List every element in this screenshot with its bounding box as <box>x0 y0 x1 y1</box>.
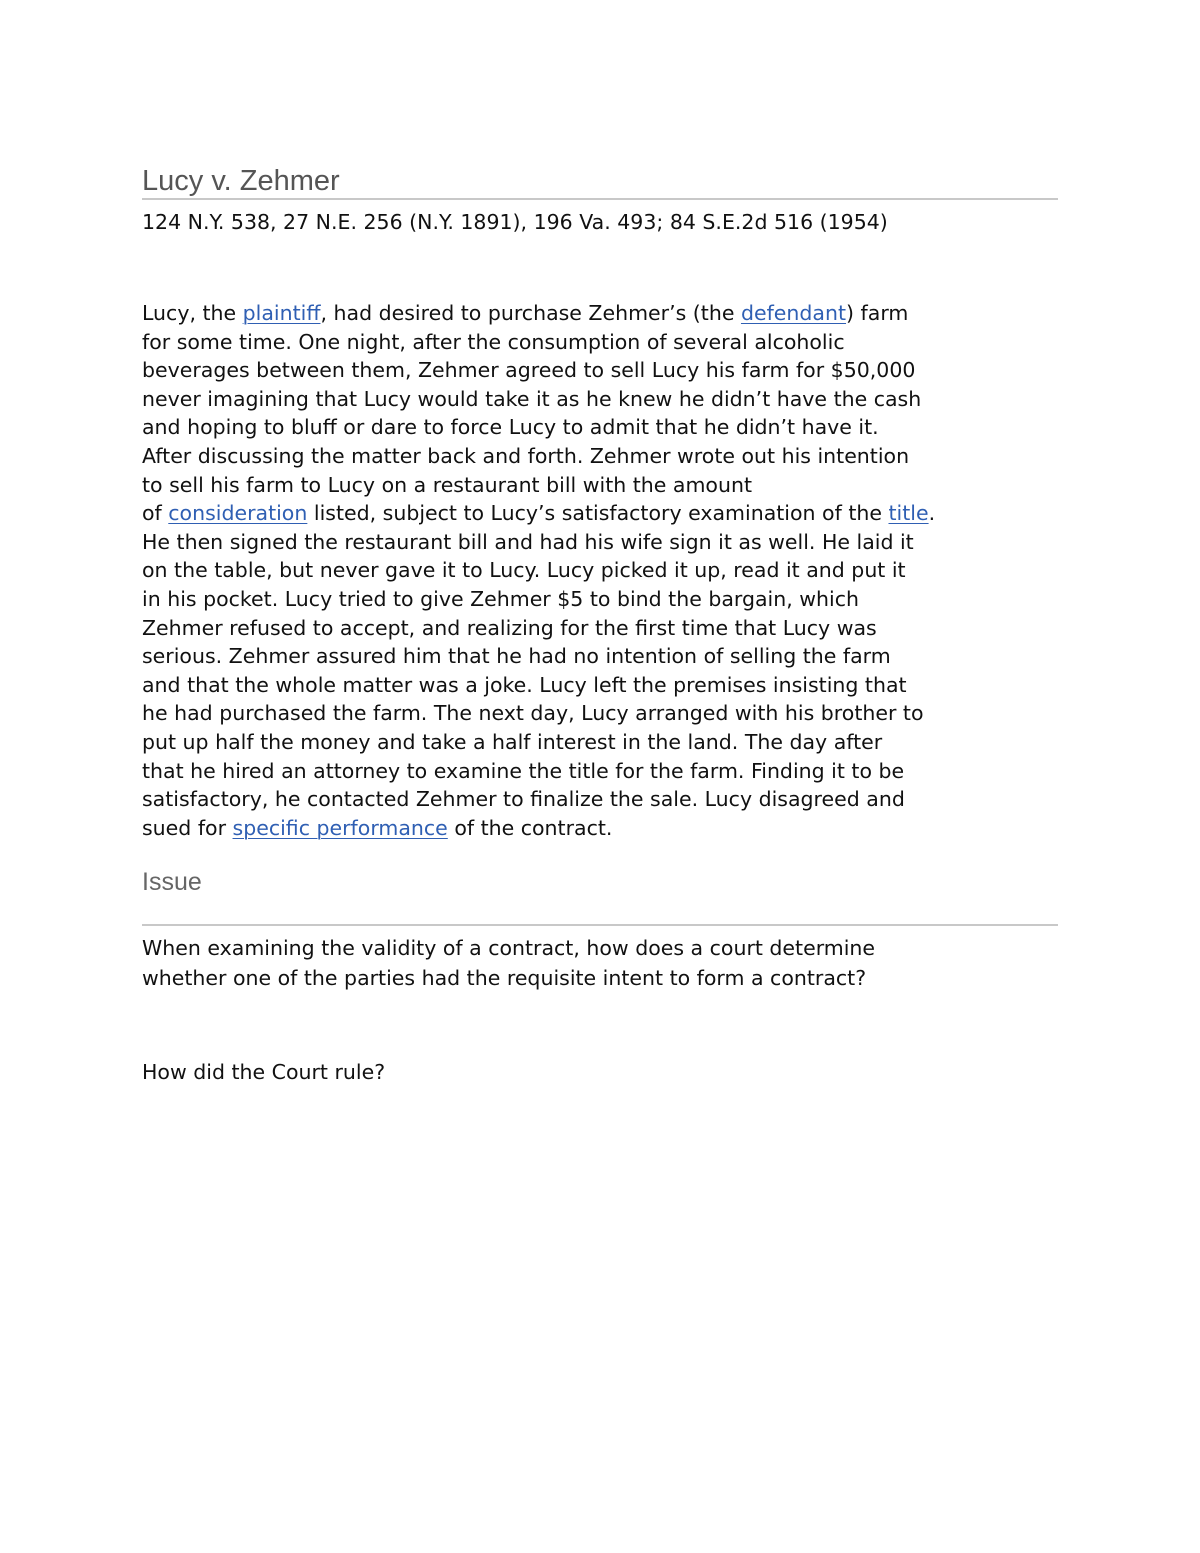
facts-line: to sell his farm to Lucy on a restaurant bill with the amount <box>142 472 752 497</box>
facts-line: that he hired an attorney to examine the title for the farm. Finding it to be <box>142 758 905 783</box>
facts-line <box>142 299 1072 328</box>
facts-line: for some time. One night, after the consumption of several alcoholic <box>142 329 845 354</box>
facts-line: Zehmer refused to accept, and realizing for the first time that Lucy was <box>142 615 877 640</box>
facts-line: put up half the money and take a half interest in the land. The day after <box>142 729 883 754</box>
issue-line: whether one of the parties had the requisite intent to form a contract? <box>142 966 867 990</box>
facts-line: he had purchased the farm. The next day, Lucy arranged with his brother to <box>142 701 924 726</box>
case-citation: 124 N.Y. 538, 27 N.E. 256 (N.Y. 1891), 196 Va. 493; 84 S.E.2d 516 (1954) <box>142 210 888 234</box>
defendant-link[interactable]: defendant <box>740 301 847 325</box>
consideration-link[interactable]: consideration <box>168 501 308 526</box>
facts-line: and hoping to bluff or dare to force Lucy to admit that he didn’t have it. <box>142 415 879 440</box>
facts-text: Lucy, the <box>142 301 243 325</box>
facts-text: . <box>928 501 936 526</box>
facts-line <box>142 499 1072 528</box>
facts-line: After discussing the matter back and forth. Zehmer wrote out his intention <box>142 443 910 468</box>
facts-line <box>142 814 1072 843</box>
facts-line: satisfactory, he contacted Zehmer to finalize the sale. Lucy disagreed and <box>142 787 905 812</box>
title-divider <box>142 198 1058 200</box>
issue-line: When examining the validity of a contract, how does a court determine <box>142 936 876 960</box>
case-title: Lucy v. Zehmer <box>142 165 340 197</box>
title-link[interactable]: title <box>888 501 929 526</box>
specific-performance-link[interactable]: specific performance <box>232 815 448 840</box>
issue-divider <box>142 924 1058 926</box>
facts-text: , had desired to purchase Zehmer’s (the <box>320 301 741 325</box>
facts-line: He then signed the restaurant bill and had his wife sign it as well. He laid it <box>142 529 914 554</box>
ruling-question: How did the Court rule? <box>142 1060 386 1084</box>
facts-line: beverages between them, Zehmer agreed to sell Lucy his farm for $50,000 <box>142 358 916 383</box>
facts-text: ) farm <box>846 301 909 325</box>
facts-text: sued for <box>142 815 233 840</box>
facts-paragraph <box>142 299 1072 842</box>
facts-text: listed, subject to Lucy’s satisfactory examination of the <box>307 501 889 526</box>
facts-line: on the table, but never gave it to Lucy. Lucy picked it up, read it and put it <box>142 558 906 583</box>
facts-line: and that the whole matter was a joke. Lucy left the premises insisting that <box>142 672 907 697</box>
issue-question <box>142 933 1058 993</box>
issue-heading: Issue <box>142 868 202 896</box>
facts-text: of <box>142 501 169 526</box>
facts-line: never imagining that Lucy would take it as he knew he didn’t have the cash <box>142 386 922 411</box>
facts-line: in his pocket. Lucy tried to give Zehmer $5 to bind the bargain, which <box>142 586 859 611</box>
facts-text: of the contract. <box>447 815 613 840</box>
facts-line: serious. Zehmer assured him that he had no intention of selling the farm <box>142 644 891 669</box>
plaintiff-link[interactable]: plaintiff <box>242 301 321 325</box>
